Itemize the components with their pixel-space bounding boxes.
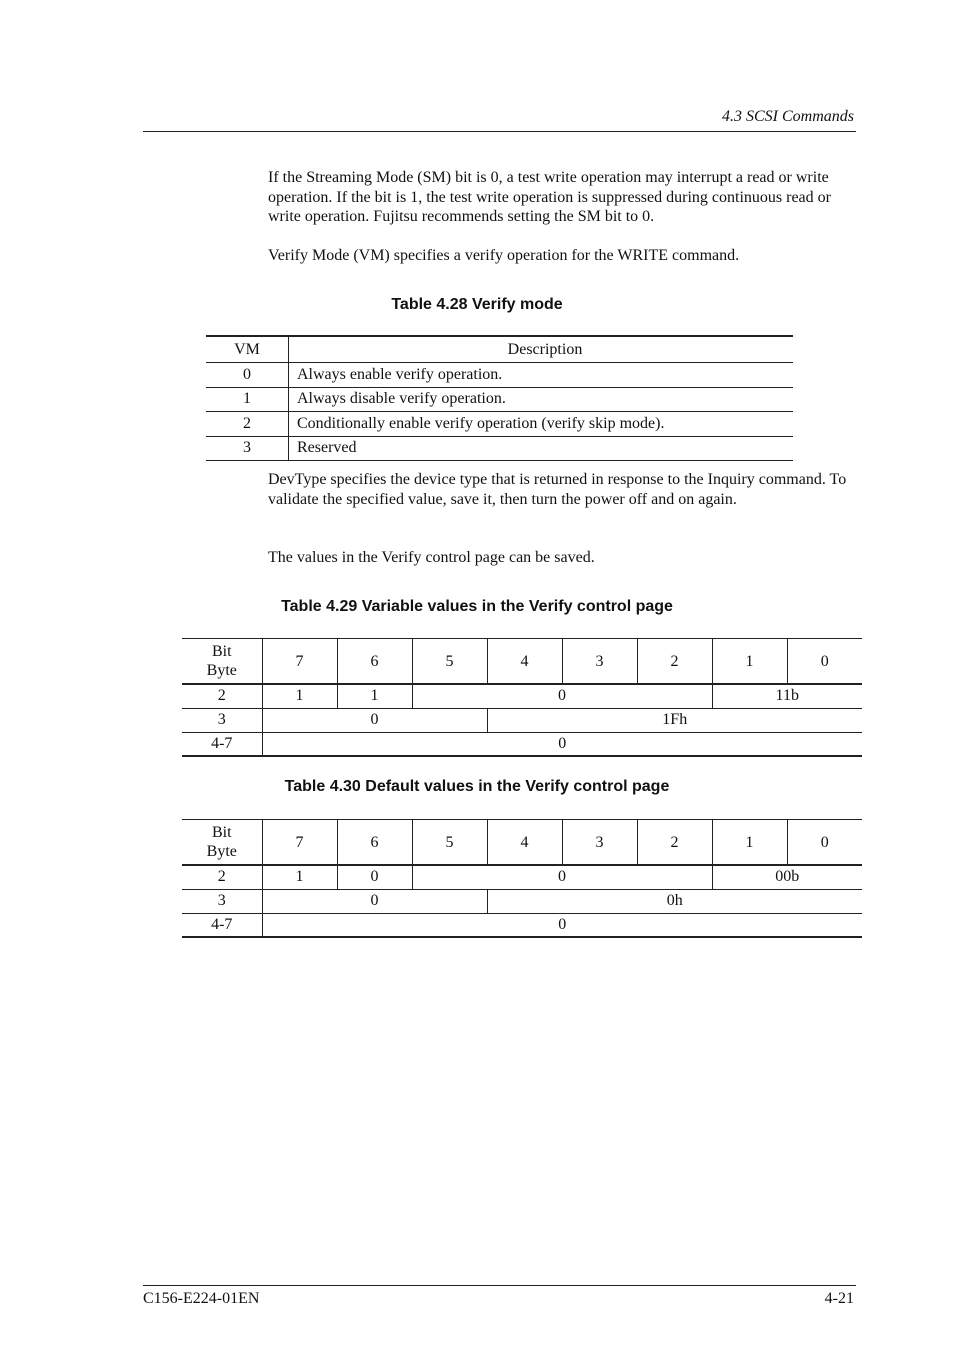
vm-description: Conditionally enable verify operation (verify skip mode).: [289, 412, 794, 437]
bit-value: 1Fh: [487, 708, 862, 732]
bit-header: 1: [712, 820, 787, 866]
bit-value: 1: [262, 865, 337, 889]
table-caption-default-values: Table 4.30 Default values in the Verify control page: [284, 778, 670, 795]
table-row: [182, 889, 862, 913]
byte-number: 2: [182, 684, 262, 708]
bit-value: 0: [262, 913, 862, 937]
byte-number: 4-7: [182, 732, 262, 756]
bit-header: 0: [787, 639, 862, 685]
bit-header: 3: [562, 639, 637, 685]
table-caption-verify-mode: Table 4.28 Verify mode: [391, 296, 563, 313]
vm-value: 3: [206, 436, 289, 461]
table-header-vm: VM: [206, 336, 289, 363]
bit-value: 0: [337, 865, 412, 889]
bit-header: 4: [487, 820, 562, 866]
byte-number: 3: [182, 889, 262, 913]
table-row: [182, 732, 862, 756]
bit-value: 0: [262, 732, 862, 756]
bit-header: 6: [337, 820, 412, 866]
bit-value: 00b: [712, 865, 862, 889]
footer-rule: [143, 1285, 856, 1286]
bit-header: 2: [637, 639, 712, 685]
table-row: [182, 684, 862, 708]
bit-value: 0: [262, 889, 487, 913]
vm-value: 2: [206, 412, 289, 437]
default-values-table: [182, 819, 862, 938]
bit-value: 0: [412, 684, 712, 708]
paragraph-devtype: DevType specifies the device type that is returned in response to the Inquiry command. To validate the specified value, save it, then turn the power off and on again.: [268, 471, 847, 508]
bit-value: 0h: [487, 889, 862, 913]
bit-header: 6: [337, 639, 412, 685]
bit-byte-corner: [182, 639, 262, 685]
bit-value: 11b: [712, 684, 862, 708]
document-id: C156-E224-01EN: [143, 1290, 260, 1307]
paragraph-streaming-mode: If the Streaming Mode (SM) bit is 0, a test write operation may interrupt a read or write operation. If the bit is 1, the test write operation is suppressed during continuous read or write operation. Fujitsu recommends setting the SM bit to 0.: [268, 169, 831, 225]
bit-header: 5: [412, 820, 487, 866]
verify-mode-table: [206, 335, 793, 461]
corner-bit-label: Bit: [211, 643, 232, 660]
bit-byte-corner: [182, 820, 262, 866]
bit-value: 0: [262, 708, 487, 732]
table-row: [206, 436, 793, 461]
variable-values-table: [182, 638, 862, 757]
byte-number: 2: [182, 865, 262, 889]
header-rule: [143, 131, 856, 132]
bit-header: 4: [487, 639, 562, 685]
table-row: [206, 412, 793, 437]
corner-byte-label: Byte: [206, 843, 237, 860]
table-header-description: Description: [289, 336, 794, 363]
table-caption-variable-values: Table 4.29 Variable values in the Verify control page: [281, 598, 673, 615]
vm-value: 1: [206, 387, 289, 412]
paragraph-saved: The values in the Verify control page can be saved.: [268, 549, 595, 566]
section-header: 4.3 SCSI Commands: [721, 108, 854, 125]
corner-bit-label: Bit: [211, 824, 232, 841]
table-row: [182, 865, 862, 889]
bit-value: 1: [262, 684, 337, 708]
bit-header: 2: [637, 820, 712, 866]
byte-number: 3: [182, 708, 262, 732]
bit-header: 3: [562, 820, 637, 866]
bit-header: 0: [787, 820, 862, 866]
bit-header: 1: [712, 639, 787, 685]
vm-description: Reserved: [289, 436, 794, 461]
table-row: [182, 708, 862, 732]
paragraph-verify-mode: Verify Mode (VM) specifies a verify operation for the WRITE command.: [268, 247, 740, 264]
bit-header: 7: [262, 639, 337, 685]
corner-byte-label: Byte: [206, 662, 237, 679]
table-row: [206, 387, 793, 412]
vm-description: Always disable verify operation.: [289, 387, 794, 412]
table-row: [182, 913, 862, 937]
vm-description: Always enable verify operation.: [289, 363, 794, 388]
vm-value: 0: [206, 363, 289, 388]
page-number: 4-21: [824, 1290, 854, 1307]
bit-header: 7: [262, 820, 337, 866]
bit-value: 0: [412, 865, 712, 889]
bit-header: 5: [412, 639, 487, 685]
byte-number: 4-7: [182, 913, 262, 937]
table-row: [206, 363, 793, 388]
bit-value: 1: [337, 684, 412, 708]
